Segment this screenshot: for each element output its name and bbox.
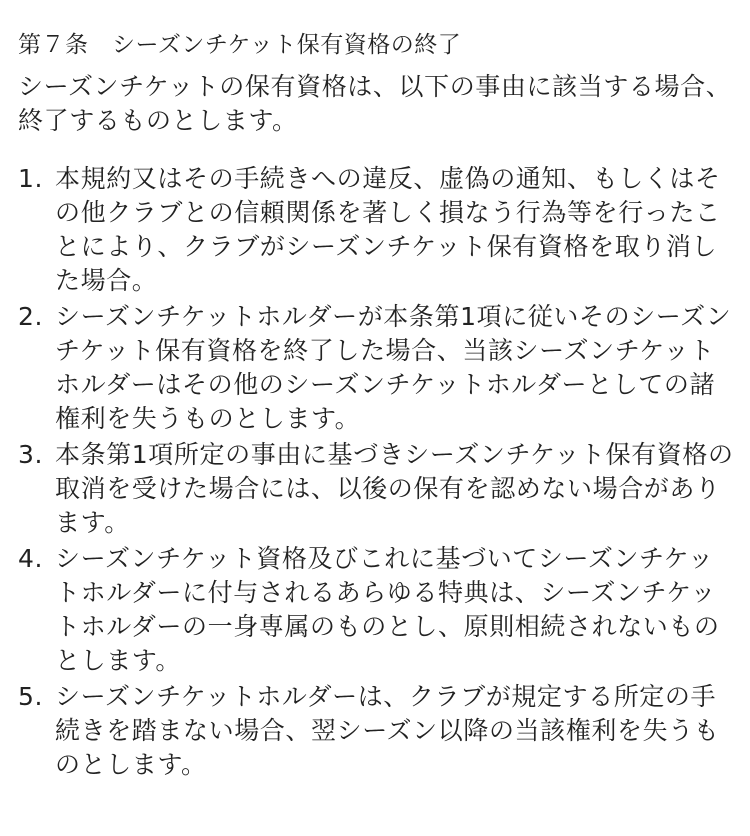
clause-item — [18, 300, 734, 436]
clause-list — [18, 162, 734, 782]
clause-text: シーズンチケット資格及びこれに基づいてシーズンチケットホルダーに付与されるあらゆる特典は、シーズンチケットホルダーの一身専属のものとし、原則相続されないものとします。 — [55, 544, 720, 675]
clause-text: シーズンチケットホルダーが本条第1項に従いそのシーズンチケット保有資格を終了した場合、当該シーズンチケットホルダーはその他のシーズンチケットホルダーとしての諸権利を失うものとします。 — [55, 302, 732, 433]
clause-number: 5. — [18, 682, 44, 711]
clause-number: 4. — [18, 544, 44, 573]
clause-item — [18, 438, 734, 540]
article-title: 第７条 シーズンチケット保有資格の終了 — [18, 32, 462, 58]
clause-text: 本条第1項所定の事由に基づきシーズンチケット保有資格の取消を受けた場合には、以後の保有を認めない場合があります。 — [55, 440, 734, 537]
clause-number: 2. — [18, 302, 44, 331]
clause-item — [18, 542, 734, 678]
clause-text: 本規約又はその手続きへの違反、虚偽の通知、もしくはその他クラブとの信頼関係を著しく損なう行為等を行ったことにより、クラブがシーズンチケット保有資格を取り消した場合。 — [55, 164, 721, 295]
clause-number: 1. — [18, 164, 44, 193]
article-intro: シーズンチケットの保有資格は、以下の事由に該当する場合、終了するものとします。 — [18, 72, 732, 135]
clause-item — [18, 162, 734, 298]
clause-number: 3. — [18, 440, 44, 469]
clause-text: シーズンチケットホルダーは、クラブが規定する所定の手続きを踏まない場合、翌シーズン以降の当該権利を失うものとします。 — [55, 682, 720, 779]
clause-item — [18, 680, 734, 782]
